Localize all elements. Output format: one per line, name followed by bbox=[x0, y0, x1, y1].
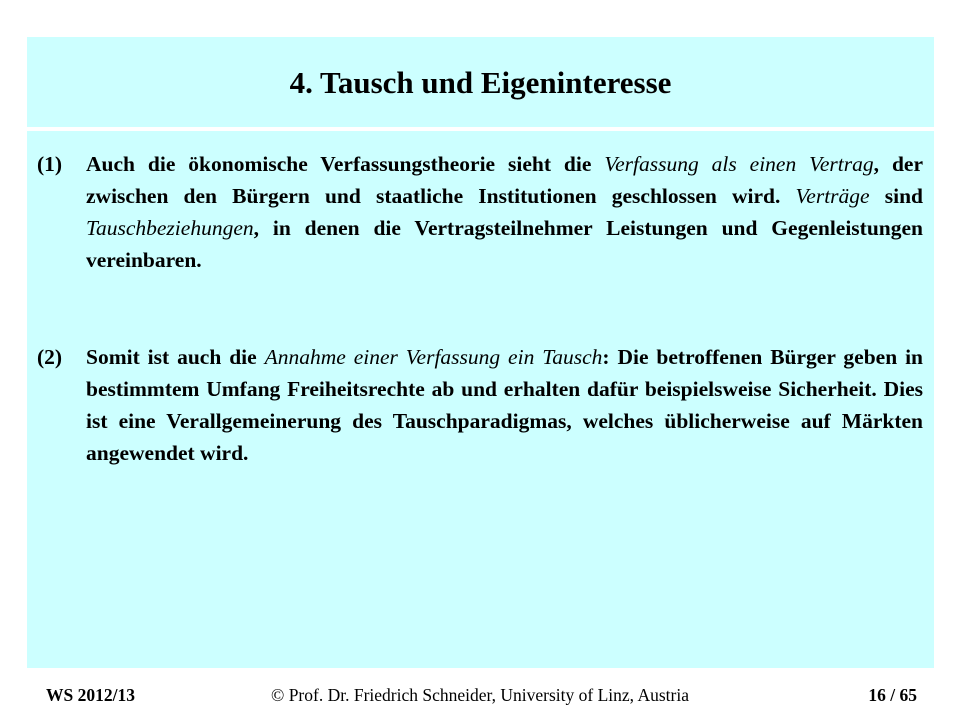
content-band bbox=[27, 131, 934, 668]
text-segment: , in denen die Vertragsteilnehmer Leistungen und Gegenleistungen vereinbaren. bbox=[86, 216, 923, 272]
item-number: (2) bbox=[37, 345, 63, 369]
footer-page-number: 16 / 65 bbox=[868, 685, 917, 705]
footer-copyright: © Prof. Dr. Friedrich Schneider, University of Linz, Austria bbox=[271, 685, 689, 705]
text-segment: , der zwischen den Bürgern und staatliche Institutionen geschlossen wird. bbox=[86, 152, 923, 208]
italic-segment: Tauschbeziehungen bbox=[86, 216, 254, 240]
text-segment: Auch die ökonomische Verfassungstheorie sieht die bbox=[86, 152, 605, 176]
title-band bbox=[27, 37, 934, 127]
text-segment: sind bbox=[869, 184, 923, 208]
item-number: (1) bbox=[37, 152, 63, 176]
text-segment: Somit ist auch die bbox=[86, 345, 265, 369]
list-item bbox=[37, 341, 923, 469]
list-item bbox=[37, 148, 923, 276]
italic-segment: Verträge bbox=[795, 184, 870, 208]
text-segment: : Die betroffenen Bürger geben in bestimmtem Umfang Freiheitsrechte ab und erhalten dafür beispielsweise Sicherheit. Dies ist eine Verallgemeinerung des Tauschparadigmas, welches üblicherweise auf Märkten angewendet wird. bbox=[86, 345, 923, 465]
slide-title: 4. Tausch und Eigeninteresse bbox=[289, 65, 672, 100]
item-text bbox=[86, 148, 923, 276]
italic-segment: Verfassung als einen Vertrag bbox=[604, 152, 874, 176]
footer-semester: WS 2012/13 bbox=[46, 685, 135, 705]
item-text bbox=[86, 341, 923, 469]
italic-segment: Annahme einer Verfassung ein Tausch bbox=[264, 345, 603, 369]
